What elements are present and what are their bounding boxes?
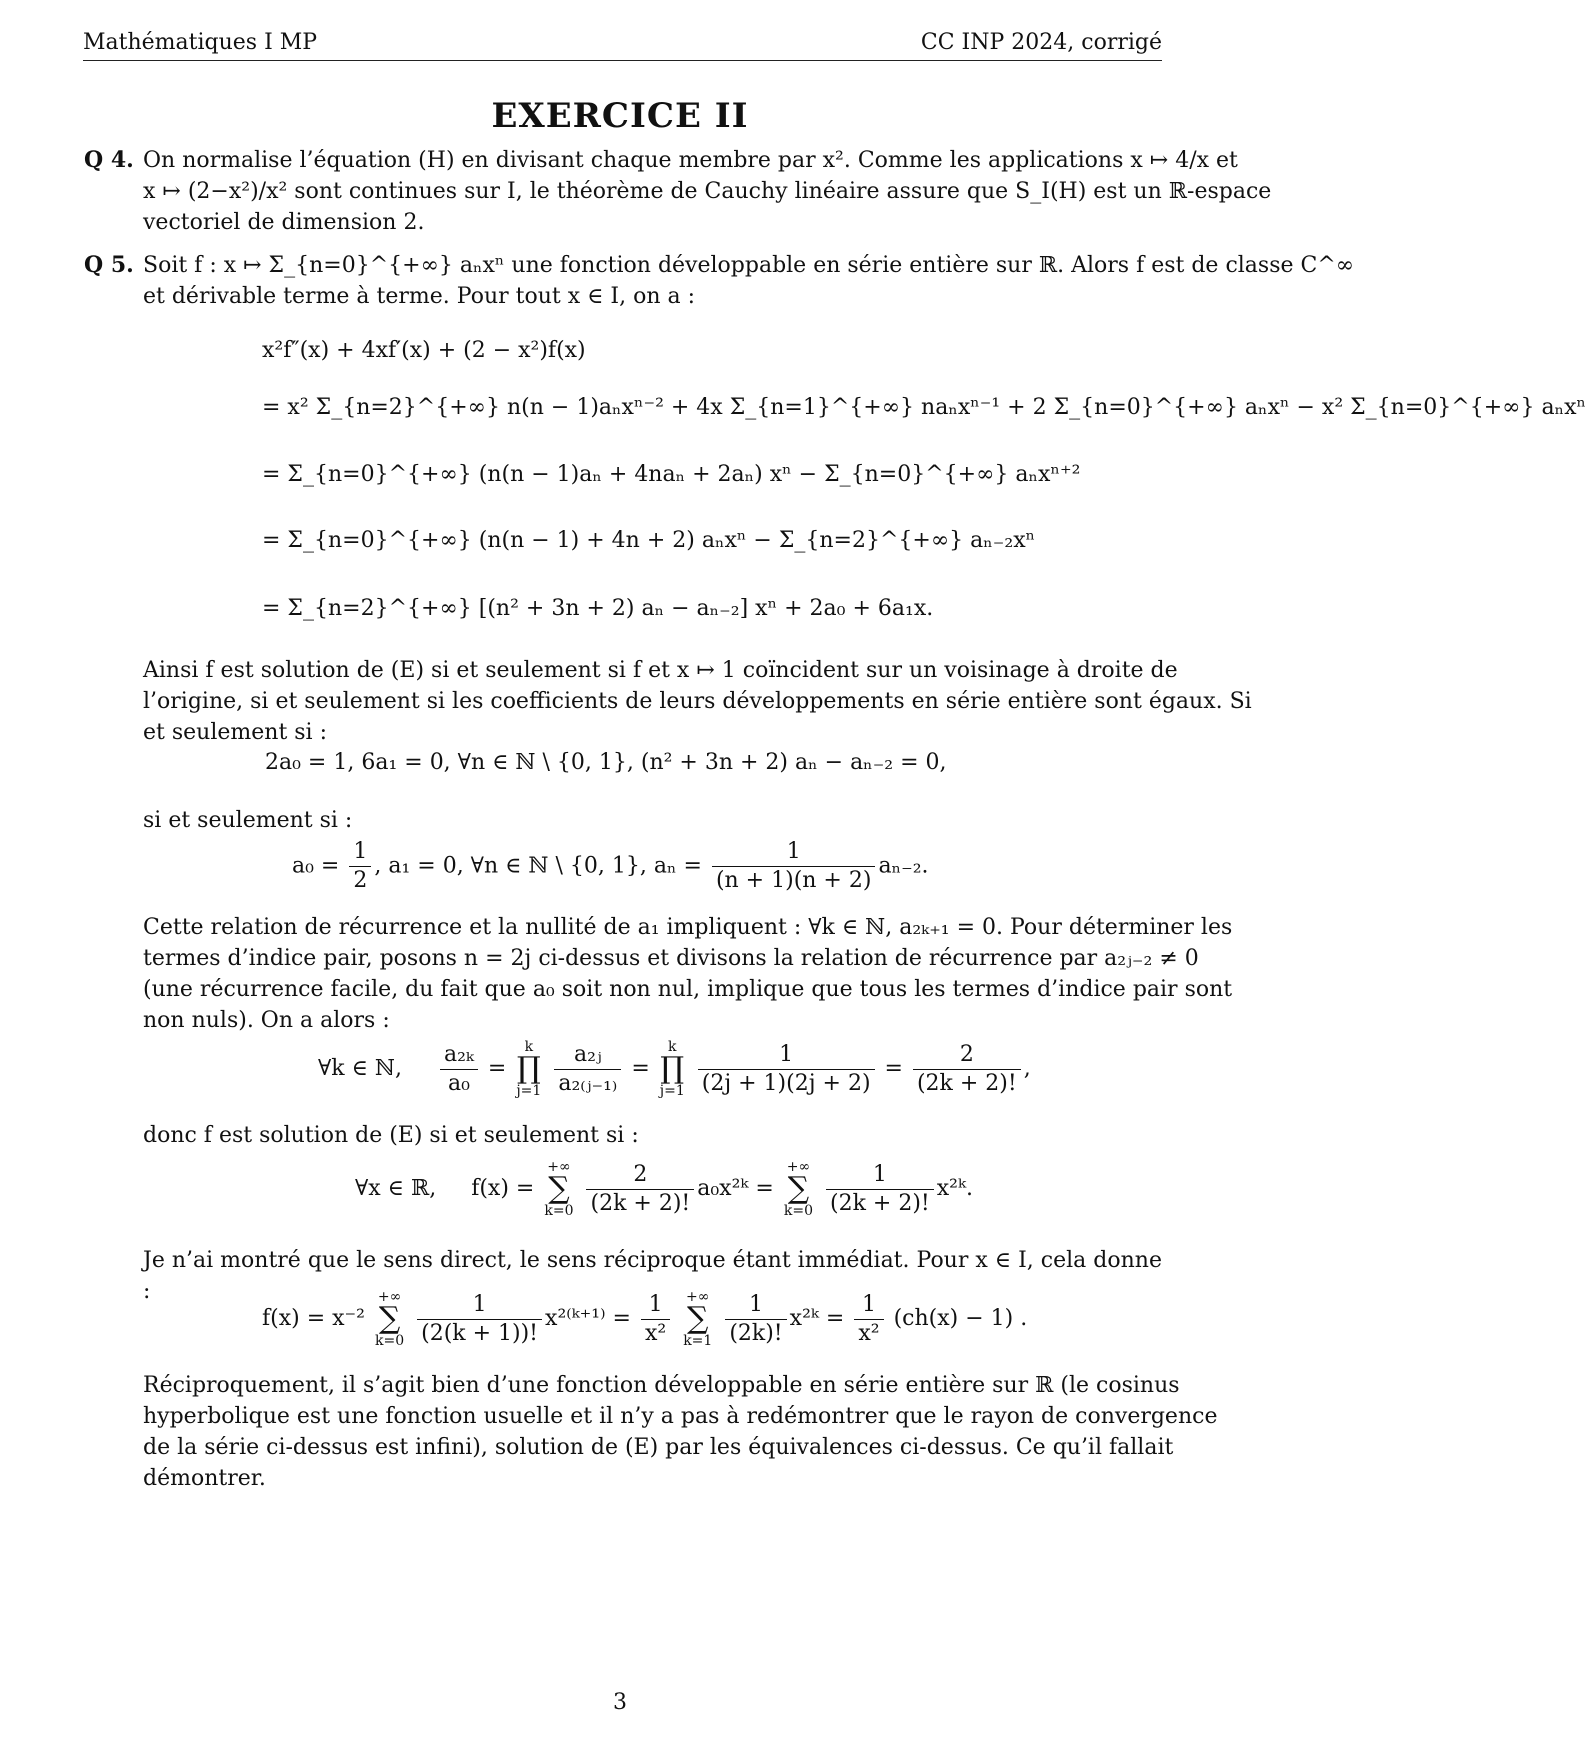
numerator: a₂ⱼ bbox=[554, 1041, 621, 1070]
sum-symbol: +∞ ∑ k=0 bbox=[783, 1159, 813, 1219]
sum-lower: k=0 bbox=[783, 1203, 813, 1219]
paragraph-line: non nuls). On a alors : bbox=[143, 1008, 390, 1033]
final-lhs: f(x) = x⁻² bbox=[262, 1306, 365, 1331]
final-term: (ch(x) − 1) . bbox=[893, 1306, 1028, 1331]
sum-lower: k=1 bbox=[683, 1333, 713, 1349]
denominator: (2j + 1)(2j + 2) bbox=[701, 1070, 871, 1096]
series-term: a₀x²ᵏ = bbox=[697, 1176, 774, 1201]
sum-upper: +∞ bbox=[547, 1159, 571, 1175]
q5-intro-line: Soit f : x ↦ Σ_{n=0}^{+∞} aₙxⁿ une fonction développable en série entière sur ℝ. Alors f est de classe C^∞ bbox=[143, 253, 1355, 278]
q4-paragraph bbox=[143, 145, 1272, 238]
q5-intro bbox=[143, 250, 1355, 312]
denominator: (n + 1)(n + 2) bbox=[715, 868, 872, 893]
numerator: 1 bbox=[349, 838, 371, 867]
numerator: 1 bbox=[826, 1161, 934, 1190]
sum-upper: +∞ bbox=[377, 1289, 402, 1305]
numerator: 1 bbox=[698, 1041, 875, 1070]
q5-paragraph-1 bbox=[143, 655, 1252, 748]
series-forall: ∀x ∈ ℝ, bbox=[355, 1176, 437, 1201]
recurrence-mid: , a₁ = 0, ∀n ∈ ℕ \ {0, 1}, aₙ = bbox=[374, 853, 709, 879]
derivation-line-3: = Σ_{n=0}^{+∞} (n(n − 1) + 4n + 2) aₙxⁿ − Σ_{n=2}^{+∞} aₙ₋₂xⁿ bbox=[262, 528, 1036, 553]
fraction-term bbox=[854, 1291, 883, 1348]
denominator: (2k + 2)! bbox=[830, 1190, 930, 1216]
paragraph-line: termes d’indice pair, posons n = 2j ci-dessus et divisons la relation de récurrence par a₂ⱼ₋₂ ≠ 0 bbox=[143, 946, 1199, 971]
page-number: 3 bbox=[613, 1690, 627, 1715]
header-right: CC INP 2024, corrigé bbox=[920, 30, 1162, 55]
numerator: 1 bbox=[725, 1291, 786, 1320]
q4-line: On normalise l’équation (H) en divisant chaque membre par x². Comme les applications x ↦ 4/x et bbox=[143, 148, 1238, 173]
paragraph-line: hyperbolique est une fonction usuelle et il n’y a pas à redémontrer que le rayon de convergence bbox=[143, 1404, 1218, 1429]
product-equation: ∀k ∈ ℕ, $\frac{\text{a₂ₖ}}{\text{a₀}}$ = k ∏ j=1 $\frac{\text{a₂ⱼ}}{\text{a₂₍ⱼ₋₁₎}}$ = k ∏ j=1 $\frac{1}{(2j + 1)(2j + 2)}$ = $\frac{2}{(2k + 2)!}$ , bbox=[318, 1039, 1031, 1099]
product-lower: j=1 bbox=[659, 1083, 685, 1099]
q5-paragraph-4 bbox=[143, 1370, 1218, 1494]
paragraph-line: Cette relation de récurrence et la nullité de a₁ impliquent : ∀k ∈ ℕ, a₂ₖ₊₁ = 0. Pour déterminer les bbox=[143, 915, 1233, 940]
paragraph-line: l’origine, si et seulement si les coefficients de leurs développements en série entière sont égaux. Si bbox=[143, 689, 1252, 714]
fraction-term bbox=[554, 1041, 621, 1098]
header-left: Mathématiques I MP bbox=[83, 30, 318, 55]
numerator: 2 bbox=[586, 1161, 694, 1190]
q5-label: Q 5. bbox=[84, 252, 134, 278]
product-forall: ∀k ∈ ℕ, bbox=[318, 1056, 402, 1081]
q5-paragraph-2 bbox=[143, 912, 1233, 1036]
fraction-term bbox=[725, 1291, 786, 1348]
product-symbol: k ∏ j=1 bbox=[659, 1039, 685, 1099]
fraction-half bbox=[349, 838, 371, 895]
sum-symbol: +∞ ∑ k=0 bbox=[544, 1159, 574, 1219]
equation-system: 2a₀ = 1, 6a₁ = 0, ∀n ∈ ℕ \ {0, 1}, (n² + 3n + 2) aₙ − aₙ₋₂ = 0, bbox=[265, 750, 947, 775]
numerator: 1 bbox=[417, 1291, 542, 1320]
numerator: 1 bbox=[712, 838, 876, 867]
paragraph-line: démontrer. bbox=[143, 1466, 266, 1491]
numerator: 1 bbox=[641, 1291, 670, 1320]
fraction-term bbox=[641, 1291, 670, 1348]
denominator: (2k)! bbox=[729, 1320, 783, 1346]
final-term: x²ᵏ = bbox=[789, 1306, 845, 1331]
paragraph-line: Ainsi f est solution de (E) si et seulement si f et x ↦ 1 coïncident sur un voisinage à droite de bbox=[143, 658, 1178, 683]
donc-line: donc f est solution de (E) si et seulement si : bbox=[143, 1123, 639, 1148]
denominator: a₂₍ⱼ₋₁₎ bbox=[558, 1070, 618, 1096]
product-symbol: k ∏ j=1 bbox=[516, 1039, 542, 1099]
paragraph-line: et seulement si : bbox=[143, 720, 328, 745]
derivation-line-2: = Σ_{n=0}^{+∞} (n(n − 1)aₙ + 4naₙ + 2aₙ) xⁿ − Σ_{n=0}^{+∞} aₙxⁿ⁺² bbox=[262, 462, 1081, 487]
section-title: EXERCICE II bbox=[491, 96, 749, 136]
derivation-line-1: = x² Σ_{n=2}^{+∞} n(n − 1)aₙxⁿ⁻² + 4x Σ_{n=1}^{+∞} naₙxⁿ⁻¹ + 2 Σ_{n=0}^{+∞} aₙxⁿ − x² Σ_{n=0}^{+∞} aₙxⁿ bbox=[262, 395, 1586, 420]
paragraph-line: (une récurrence facile, du fait que a₀ soit non nul, implique que tous les termes d’indice pair sont bbox=[143, 977, 1233, 1002]
numerator: a₂ₖ bbox=[440, 1041, 478, 1070]
numerator: 1 bbox=[854, 1291, 883, 1320]
product-upper: k bbox=[524, 1039, 534, 1055]
recurrence-a0: a₀ = bbox=[292, 853, 347, 879]
denominator: (2(k + 1))! bbox=[421, 1320, 539, 1346]
final-term: x²⁽ᵏ⁺¹⁾ = bbox=[545, 1306, 631, 1331]
q4-line: x ↦ (2−x²)/x² sont continues sur I, le théorème de Cauchy linéaire assure que S_I(H) est un ℝ-espace bbox=[143, 179, 1272, 204]
recurrence-equation bbox=[292, 838, 929, 895]
denominator: x² bbox=[644, 1320, 667, 1346]
q4-line: vectoriel de dimension 2. bbox=[143, 210, 425, 235]
series-lhs: f(x) = bbox=[471, 1176, 535, 1201]
product-lower: j=1 bbox=[516, 1083, 542, 1099]
fraction-term bbox=[826, 1161, 934, 1218]
denominator: (2k + 2)! bbox=[590, 1190, 691, 1216]
sum-symbol: +∞ ∑ k=0 bbox=[374, 1289, 405, 1349]
series-equation bbox=[355, 1160, 973, 1218]
sum-lower: k=0 bbox=[544, 1203, 574, 1219]
q5-intro-line: et dérivable terme à terme. Pour tout x ∈ I, on a : bbox=[143, 284, 695, 309]
denominator: 2 bbox=[353, 868, 368, 893]
derivation-line-4: = Σ_{n=2}^{+∞} [(n² + 3n + 2) aₙ − aₙ₋₂] xⁿ + 2a₀ + 6a₁x. bbox=[262, 596, 934, 621]
fraction-result bbox=[913, 1041, 1021, 1098]
denominator: x² bbox=[858, 1320, 880, 1346]
product-upper: k bbox=[668, 1039, 677, 1055]
ssi-line: si et seulement si : bbox=[143, 808, 353, 833]
paragraph-line: Réciproquement, il s’agit bien d’une fonction développable en série entière sur ℝ (le cosinus bbox=[143, 1373, 1180, 1398]
fraction-term bbox=[417, 1291, 542, 1348]
final-equation bbox=[262, 1290, 1027, 1348]
sum-upper: +∞ bbox=[686, 1289, 710, 1305]
derivation-line-0: x²f″(x) + 4xf′(x) + (2 − x²)f(x) bbox=[262, 338, 586, 363]
paragraph-line: de la série ci-dessus est infini), solution de (E) par les équivalences ci-dessus. Ce qu’il fallait bbox=[143, 1435, 1174, 1460]
sum-upper: +∞ bbox=[786, 1159, 811, 1175]
q4-label: Q 4. bbox=[84, 147, 134, 173]
recurrence-end: aₙ₋₂. bbox=[878, 853, 929, 879]
page-header bbox=[83, 26, 1162, 61]
denominator: a₀ bbox=[447, 1070, 470, 1096]
fraction-term bbox=[586, 1161, 694, 1218]
series-term: x²ᵏ. bbox=[936, 1176, 974, 1201]
fraction-recurrence bbox=[712, 838, 876, 895]
numerator: 2 bbox=[913, 1041, 1021, 1070]
fraction-ratio bbox=[440, 1041, 478, 1098]
sum-symbol: +∞ ∑ k=1 bbox=[683, 1289, 713, 1349]
q5-paragraph-3: Je n’ai montré que le sens direct, le sens réciproque étant immédiat. Pour x ∈ I, cela donne : bbox=[143, 1248, 1162, 1304]
sum-lower: k=0 bbox=[374, 1333, 405, 1349]
fraction-term bbox=[698, 1041, 875, 1098]
denominator: (2k + 2)! bbox=[916, 1070, 1017, 1096]
